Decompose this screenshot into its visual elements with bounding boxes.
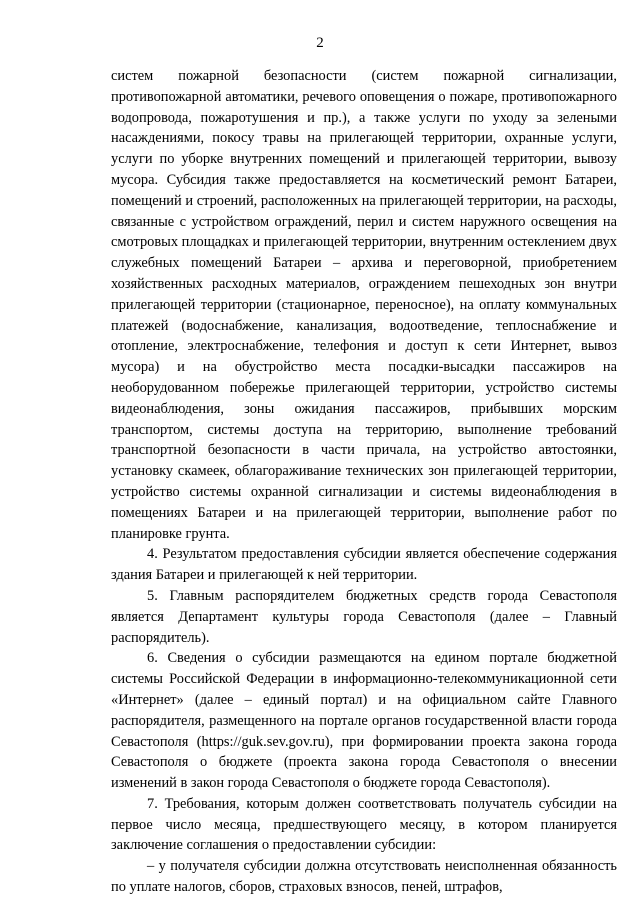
paragraph-item-4: 4. Результатом предоставления субсидии является обеспечение содержания здания Батареи и прилегающей к ней территории. — [111, 546, 617, 584]
paragraph-item-7-requirement: – у получателя субсидии должна отсутствовать неисполненная обязанность по уплате налогов, сборов, страховых взносов, пеней, штрафов, — [111, 858, 617, 896]
document-body — [111, 66, 617, 898]
page-number: 2 — [316, 35, 324, 51]
paragraph-item-6: 6. Сведения о субсидии размещаются на едином портале бюджетной системы Российской Федерации в информационно-телекоммуникационной сети «Интернет» (далее – единый портал) и на официальном сайте Главного распорядителя, размещенного на портале органов государственной власти города Севастополя (https://guk.sev.gov.ru), при формировании проекта закона города Севастополя о бюджете (проекта закона города Севастополя о внесении изменений в закон города Севастополя о бюджете города Севастополя). — [111, 650, 617, 792]
paragraph-item-7: 7. Требования, которым должен соответствовать получатель субсидии на первое число месяца, предшествующего месяцу, в котором планируется заключение соглашения о предоставлении субсидии: — [111, 795, 617, 854]
paragraph-continuation: систем пожарной безопасности (систем пожарной сигнализации, противопожарной автоматики, речевого оповещения о пожаре, противопожарного водопровода, пожаротушения и пр.), а также услуги по уходу за зелеными насаждениями, покосу травы на прилегающей территории, охранные услуги, услуги по уборке внутренних помещений и прилегающей территории, вывозу мусора. Субсидия также предоставляется на косметический ремонт Батареи, помещений и строений, расположенных на прилегающей территории, на расходы, связанные с устройством ограждений, перил и систем наружного освещения на смотровых площадках и прилегающей территории, внутренним остеклением двух служебных помещений Батареи – архива и переговорной, приобретением хозяйственных расходных материалов, ограждением пешеходных зон внутри прилегающей территории (стационарное, переносное), на оплату коммунальных платежей (водоснабжение, канализация, водоотведение, теплоснабжение и отопление, электроснабжение, телефония и доступ к сети Интернет, вывоз мусора) и на обустройство места посадки-высадки пассажиров на необорудованном побережье прилегающей территории, устройство системы видеонаблюдения, зоны ожидания пассажиров, прибывших морским транспортом, системы доступа на территорию, выполнение требований транспортной безопасности в части причала, на устройство автостоянки, установку скамеек, облагораживание технических зон прилегающей территории, устройство системы охранной сигнализации и системы видеонаблюдения в помещениях Батареи и на прилегающей территории, выполнение работ по планировке грунта. — [111, 68, 617, 542]
paragraph-item-5: 5. Главным распорядителем бюджетных средств города Севастополя является Департамент культуры города Севастополя (далее – Главный распорядитель). — [111, 587, 617, 646]
